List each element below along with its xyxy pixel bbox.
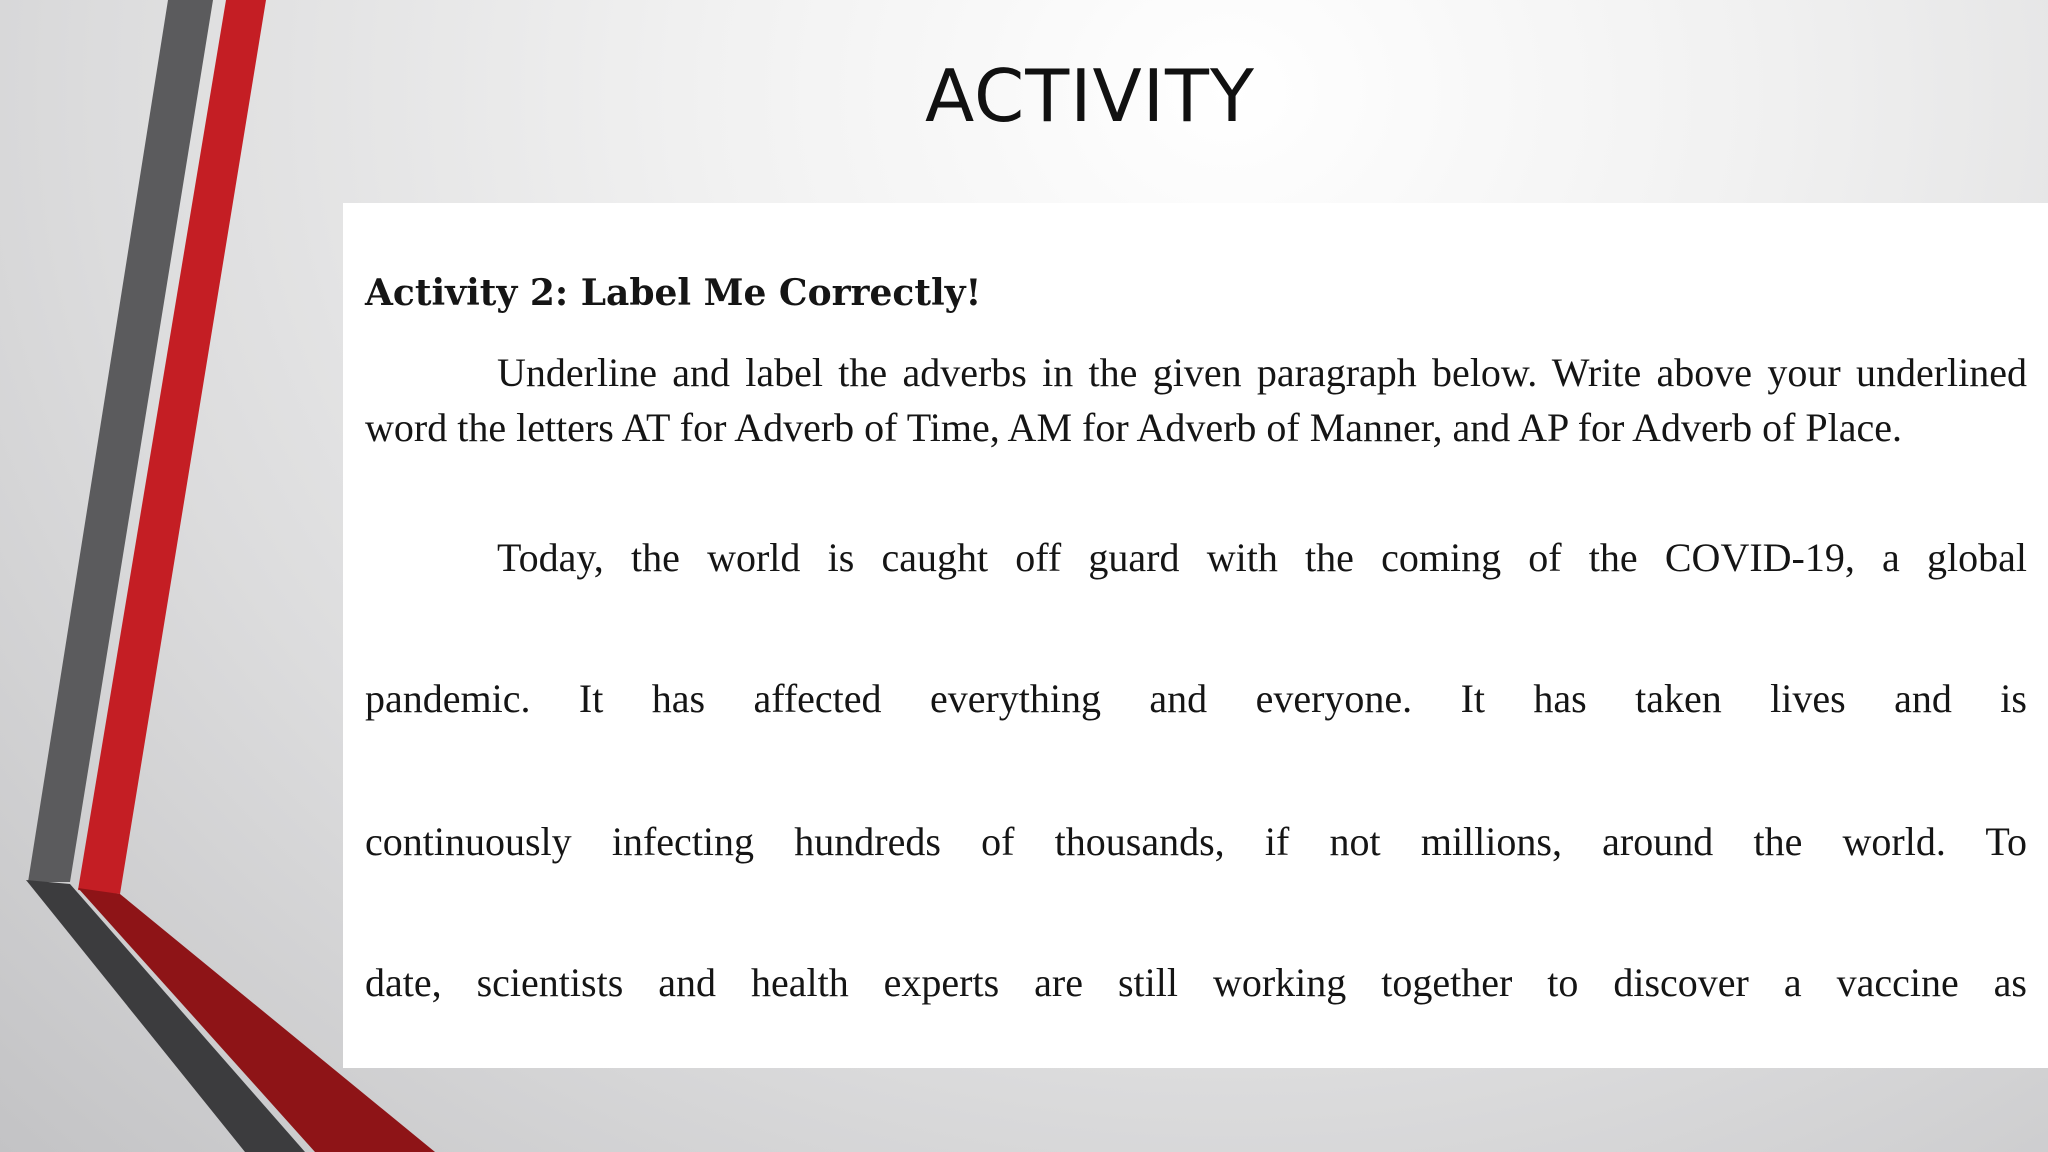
paragraph-line: pandemic. It has affected everything and everyone. It has taken lives and is — [365, 676, 2027, 721]
instructions-paragraph: Underline and label the adverbs in the given paragraph below. Write above your underlined word the letters AT for Adverb of Time, AM for Adverb of Manner, and AP for Adverb of Place. — [365, 350, 2027, 450]
slide-title: ACTIVITY — [925, 54, 1255, 138]
activity-heading: Activity 2: Label Me Correctly! — [365, 272, 982, 314]
document-panel — [343, 203, 2048, 1068]
paragraph-line: continuously infecting hundreds of thousands, if not millions, around the world. To — [365, 819, 2027, 864]
paragraph-line: Today, the world is caught off guard with the coming of the COVID-19, a global — [497, 535, 2027, 580]
paragraph-line: date, scientists and health experts are still working together to discover a vaccine as — [365, 960, 2027, 1005]
